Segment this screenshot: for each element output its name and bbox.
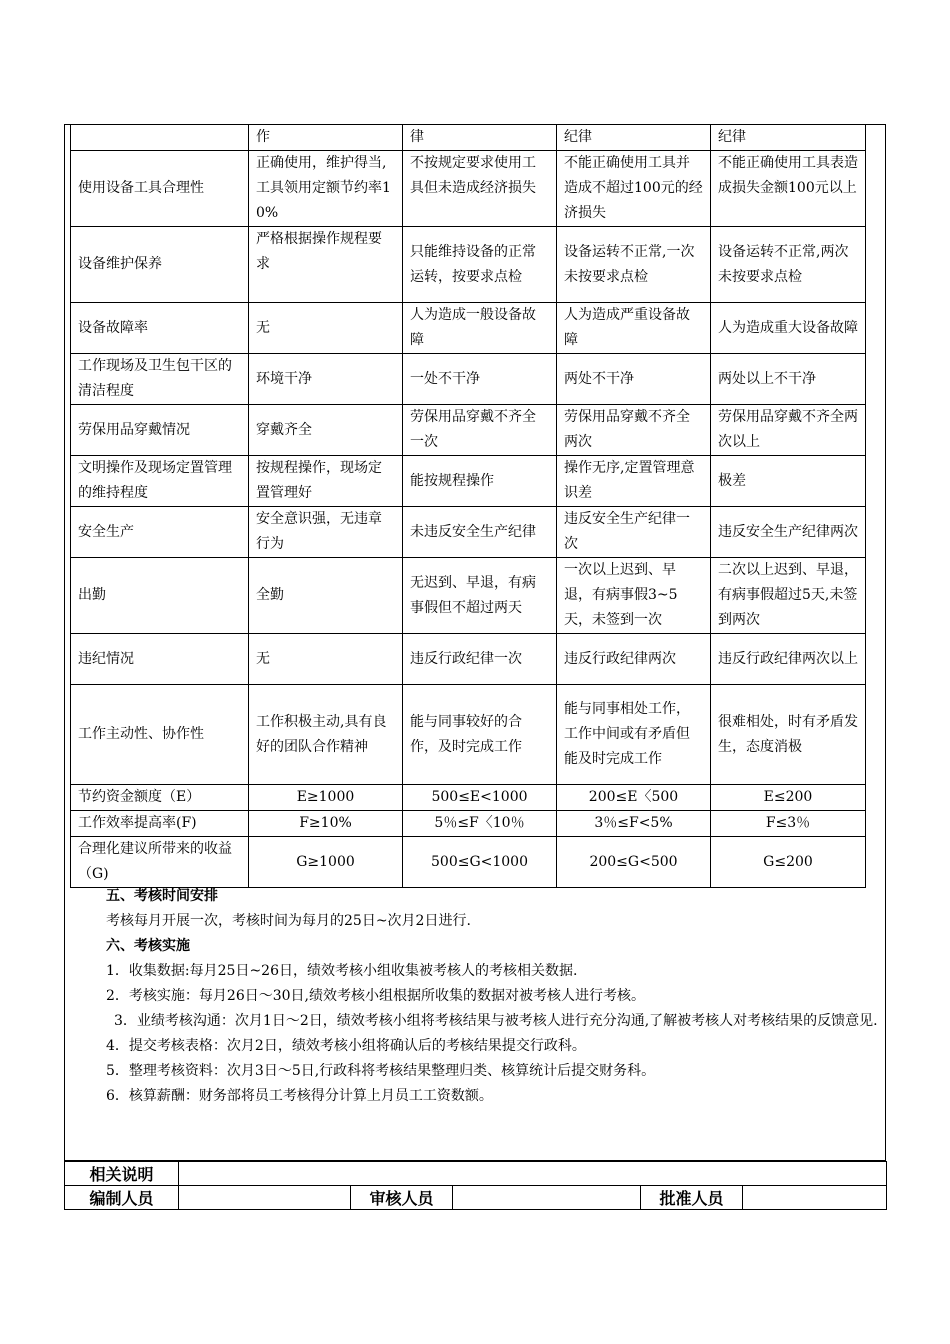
- approver-label: 批准人员: [641, 1186, 743, 1210]
- criteria-row: [71, 456, 866, 507]
- header-cell: 纪律: [557, 125, 711, 151]
- criteria-level-cell: 劳保用品穿戴不齐全一次: [403, 405, 557, 456]
- criteria-level-cell: 不按规定要求使用工具但未造成经济损失: [403, 151, 557, 227]
- criteria-item-cell: 文明操作及现场定置管理的维持程度: [71, 456, 249, 507]
- criteria-level-cell: E≤200: [711, 785, 866, 811]
- header-cell: 作: [249, 125, 403, 151]
- criteria-level-cell: 违反安全生产纪律两次: [711, 507, 866, 558]
- criteria-level-cell: 500≤E<1000: [403, 785, 557, 811]
- criteria-level-cell: 200≤E〈500: [557, 785, 711, 811]
- section6-item: 3．业绩考核沟通：次月1日～2日，绩效考核小组将考核结果与被考核人进行充分沟通,了解被考核人对考核结果的反馈意见.: [114, 1013, 878, 1029]
- criteria-level-cell: 劳保用品穿戴不齐全两次: [557, 405, 711, 456]
- criteria-level-cell: 能按规程操作: [403, 456, 557, 507]
- criteria-level-cell: 极差: [711, 456, 866, 507]
- criteria-level-cell: 只能维持设备的正常运转，按要求点检: [403, 227, 557, 303]
- criteria-row: [71, 405, 866, 456]
- criteria-level-cell: 设备运转不正常,一次未按要求点检: [557, 227, 711, 303]
- criteria-item-cell: 工作主动性、协作性: [71, 685, 249, 785]
- criteria-level-cell: 很难相处，时有矛盾发生，态度消极: [711, 685, 866, 785]
- criteria-level-cell: 违反安全生产纪律一次: [557, 507, 711, 558]
- criteria-level-cell: F≤3％: [711, 811, 866, 837]
- criteria-level-cell: 不能正确使用工具并造成不超过100元的经济损失: [557, 151, 711, 227]
- approver-field[interactable]: [743, 1186, 887, 1210]
- criteria-level-cell: F≥10%: [249, 811, 403, 837]
- criteria-row: [71, 685, 866, 785]
- criteria-level-cell: 违反行政纪律两次以上: [711, 634, 866, 685]
- criteria-level-cell: 违反行政纪律两次: [557, 634, 711, 685]
- criteria-level-cell: 无: [249, 634, 403, 685]
- criteria-level-cell: 能与同事相处工作，工作中间或有矛盾但能及时完成工作: [557, 685, 711, 785]
- criteria-row: [71, 303, 866, 354]
- criteria-level-cell: 500≤G<1000: [403, 837, 557, 888]
- criteria-item-cell: 安全生产: [71, 507, 249, 558]
- criteria-level-cell: 正确使用，维护得当,工具领用定额节约率10%: [249, 151, 403, 227]
- criteria-level-cell: 一次以上迟到、早退，有病事假3~5天，未签到一次: [557, 558, 711, 634]
- criteria-level-cell: 5％≤F〈10％: [403, 811, 557, 837]
- criteria-item-cell: 违纪情况: [71, 634, 249, 685]
- reviewer-label: 审核人员: [351, 1186, 453, 1210]
- section6-item: 1．收集数据:每月25日~26日，绩效考核小组收集被考核人的考核相关数据.: [106, 963, 578, 979]
- section6-item: 6．核算薪酬：财务部将员工考核得分计算上月员工工资数额。: [106, 1088, 493, 1104]
- criteria-item-cell: 合理化建议所带来的收益（G): [71, 837, 249, 888]
- related-label: 相关说明: [65, 1162, 179, 1186]
- criteria-level-cell: 劳保用品穿戴不齐全两次以上: [711, 405, 866, 456]
- criteria-level-cell: 环境干净: [249, 354, 403, 405]
- criteria-level-cell: 全勤: [249, 558, 403, 634]
- criteria-level-cell: 二次以上迟到、早退，有病事假超过5天,未签到两次: [711, 558, 866, 634]
- header-row: [71, 125, 866, 151]
- criteria-row: [71, 837, 866, 888]
- criteria-level-cell: 两处不干净: [557, 354, 711, 405]
- criteria-item-cell: 节约资金额度（E）: [71, 785, 249, 811]
- criteria-item-cell: 设备故障率: [71, 303, 249, 354]
- compiler-label: 编制人员: [65, 1186, 179, 1210]
- criteria-row: [71, 634, 866, 685]
- compiler-field[interactable]: [179, 1186, 351, 1210]
- criteria-level-cell: 操作无序,定置管理意识差: [557, 456, 711, 507]
- criteria-level-cell: 能与同事较好的合作，及时完成工作: [403, 685, 557, 785]
- criteria-item-cell: 出勤: [71, 558, 249, 634]
- section5-text: 考核每月开展一次，考核时间为每月的25日~次月2日进行.: [106, 913, 471, 929]
- reviewer-field[interactable]: [453, 1186, 641, 1210]
- criteria-row: [71, 354, 866, 405]
- criteria-level-cell: 设备运转不正常,两次未按要求点检: [711, 227, 866, 303]
- criteria-level-cell: 200≤G<500: [557, 837, 711, 888]
- criteria-table: [70, 124, 866, 888]
- criteria-level-cell: 两处以上不干净: [711, 354, 866, 405]
- section6-item: 4．提交考核表格：次月2日，绩效考核小组将确认后的考核结果提交行政科。: [106, 1038, 586, 1054]
- criteria-row: [71, 811, 866, 837]
- criteria-row: [71, 151, 866, 227]
- section6-title: 六、考核实施: [106, 938, 190, 954]
- criteria-level-cell: 一处不干净: [403, 354, 557, 405]
- section6-item: 5．整理考核资料：次月3日～5日,行政科将考核结果整理归类、核算统计后提交财务科。: [106, 1063, 656, 1079]
- criteria-level-cell: 按规程操作，现场定置管理好: [249, 456, 403, 507]
- criteria-row: [71, 227, 866, 303]
- related-value-field[interactable]: [179, 1162, 887, 1186]
- criteria-level-cell: 穿戴齐全: [249, 405, 403, 456]
- criteria-item-cell: 劳保用品穿戴情况: [71, 405, 249, 456]
- criteria-level-cell: 严格根据操作规程要求: [249, 227, 403, 303]
- criteria-level-cell: 安全意识强，无违章行为: [249, 507, 403, 558]
- criteria-level-cell: 不能正确使用工具表造成损失金额100元以上: [711, 151, 866, 227]
- criteria-item-cell: 工作现场及卫生包干区的清洁程度: [71, 354, 249, 405]
- header-cell: 纪律: [711, 125, 866, 151]
- criteria-level-cell: 人为造成一般设备故障: [403, 303, 557, 354]
- criteria-level-cell: 未违反安全生产纪律: [403, 507, 557, 558]
- criteria-level-cell: 人为造成严重设备故障: [557, 303, 711, 354]
- criteria-level-cell: 违反行政纪律一次: [403, 634, 557, 685]
- criteria-item-cell: 工作效率提高率(F): [71, 811, 249, 837]
- criteria-level-cell: E≥1000: [249, 785, 403, 811]
- criteria-level-cell: G≤200: [711, 837, 866, 888]
- criteria-level-cell: 3％≤F<5%: [557, 811, 711, 837]
- related-row: [65, 1162, 887, 1186]
- section6-item: 2．考核实施：每月26日～30日,绩效考核小组根据所收集的数据对被考核人进行考核。: [106, 988, 645, 1004]
- criteria-row: [71, 558, 866, 634]
- criteria-row: [71, 785, 866, 811]
- section5-title: 五、考核时间安排: [106, 888, 218, 904]
- header-cell: [71, 125, 249, 151]
- criteria-level-cell: 人为造成重大设备故障: [711, 303, 866, 354]
- criteria-item-cell: 使用设备工具合理性: [71, 151, 249, 227]
- signature-table: [64, 1161, 887, 1210]
- header-cell: 律: [403, 125, 557, 151]
- criteria-row: [71, 507, 866, 558]
- criteria-item-cell: 设备维护保养: [71, 227, 249, 303]
- criteria-body: [71, 125, 866, 888]
- content-block: [64, 884, 886, 1109]
- criteria-level-cell: 工作积极主动,具有良好的团队合作精神: [249, 685, 403, 785]
- signers-row: [65, 1186, 887, 1210]
- criteria-level-cell: G≥1000: [249, 837, 403, 888]
- criteria-level-cell: 无迟到、早退，有病事假但不超过两天: [403, 558, 557, 634]
- criteria-level-cell: 无: [249, 303, 403, 354]
